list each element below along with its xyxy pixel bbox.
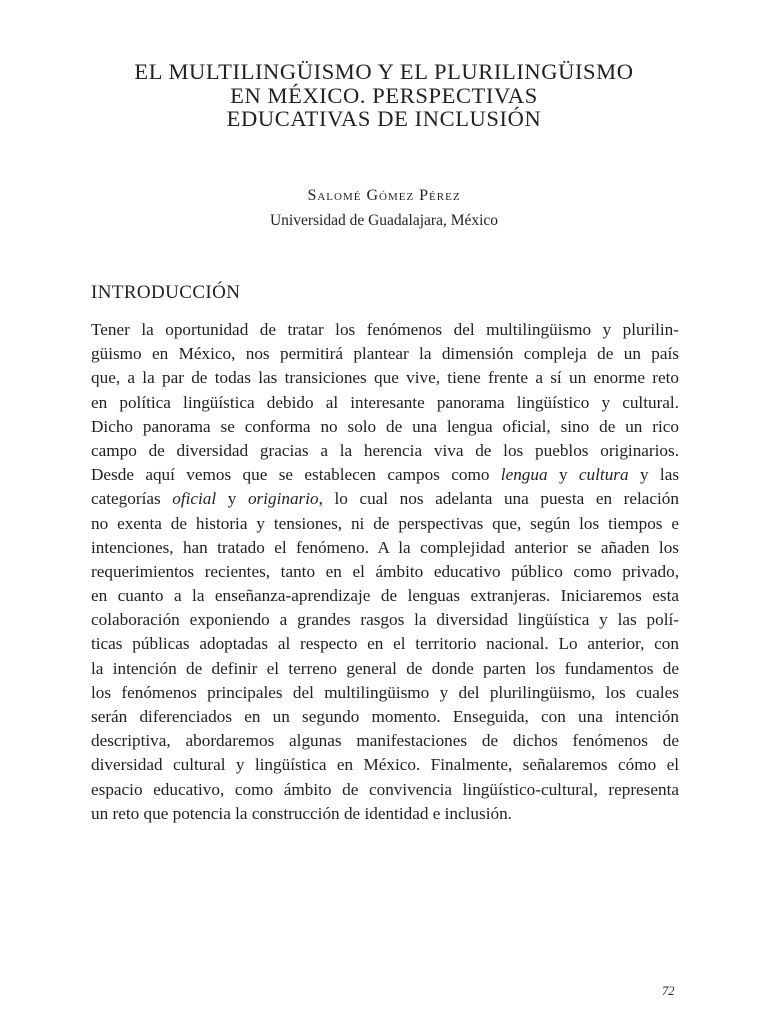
text-segment: y las	[628, 465, 680, 485]
text-segment: y	[216, 489, 248, 509]
text-line	[91, 802, 679, 826]
text-line	[91, 560, 679, 584]
italic-term: cultura	[578, 465, 629, 485]
section-heading: INTRODUCCIÓN	[91, 282, 241, 303]
text-segment: diversidad cultural y lingüística en México. Finalmente, señalaremos cómo el	[91, 755, 679, 775]
text-line	[91, 512, 679, 536]
text-segment: un reto que potencia la construcción de identidad e inclusión.	[91, 803, 512, 823]
text-segment: la intención de definir el terreno general de donde parten los fundamentos de	[91, 658, 679, 678]
text-line	[91, 318, 679, 342]
author-name: Salomé Gómez Pérez	[307, 187, 461, 204]
author-affiliation: Universidad de Guadalajara, México	[269, 212, 499, 229]
text-segment: intenciones, han tratado el fenómeno. A la complejidad anterior se añaden los	[91, 537, 679, 557]
article-title	[0, 60, 768, 131]
text-segment: espacio educativo, como ámbito de convivencia lingüístico-cultural, representa	[91, 779, 679, 799]
text-line	[91, 753, 679, 777]
text-line	[91, 729, 679, 753]
text-segment: no exenta de historia y tensiones, ni de perspectivas que, según los tiempos e	[91, 513, 679, 533]
text-line	[91, 366, 679, 390]
text-segment: ticas públicas adoptadas al respecto en el territorio nacional. Lo anterior, con	[91, 634, 679, 654]
text-segment: que, a la par de todas las transiciones que vive, tiene frente a sí un enorme reto	[91, 368, 679, 388]
text-line	[91, 342, 679, 366]
text-line	[91, 584, 679, 608]
text-segment: requerimientos recientes, tanto en el ámbito educativo público como privado,	[91, 561, 679, 581]
title-line: EDUCATIVAS DE INCLUSIÓN	[226, 106, 542, 131]
title-line: EL MULTILINGÜISMO Y EL PLURILINGÜISMO	[134, 59, 634, 84]
text-segment: y	[547, 465, 579, 485]
text-segment: campo de diversidad gracias a la herencia viva de los pueblos originarios.	[91, 440, 679, 460]
italic-term: lengua	[500, 465, 548, 485]
body-paragraph	[91, 318, 679, 826]
text-segment: colaboración exponiendo a grandes rasgos la diversidad lingüística y las polí-	[91, 610, 679, 630]
text-segment: en cuanto a la enseñanza-aprendizaje de lenguas extranjeras. Iniciaremos esta	[91, 586, 679, 606]
text-line	[91, 778, 679, 802]
text-segment: serán diferenciados en un segundo momento. Enseguida, con una intención	[91, 707, 679, 726]
text-segment: los fenómenos principales del multilingüismo y del plurilingüismo, los cuales	[91, 682, 679, 702]
text-line	[91, 415, 679, 439]
text-line	[91, 439, 679, 463]
page-number: 72	[662, 984, 675, 998]
text-segment: Desde aquí vemos que se establecen campos como	[91, 465, 501, 485]
text-line	[91, 705, 679, 729]
text-line	[91, 632, 679, 656]
text-line	[91, 536, 679, 560]
text-segment: descriptiva, abordaremos algunas manifestaciones de dichos fenómenos de	[91, 731, 679, 751]
text-line	[91, 487, 679, 511]
text-segment: Tener la oportunidad de tratar los fenómenos del multilingüismo y plurilin-	[91, 320, 679, 339]
text-line	[91, 608, 679, 632]
text-line	[91, 657, 679, 681]
text-segment: güismo en México, nos permitirá plantear la dimensión compleja de un país	[91, 344, 679, 364]
text-line	[91, 391, 679, 415]
title-line: EN MÉXICO. PERSPECTIVAS	[230, 82, 538, 108]
text-segment: Dicho panorama se conforma no solo de una lengua oficial, sino de un rico	[91, 416, 679, 436]
text-segment: categorías	[91, 489, 173, 509]
text-line	[91, 681, 679, 705]
italic-term: oficial	[172, 489, 217, 509]
text-line	[91, 463, 679, 487]
text-segment: en política lingüística debido al interesante panorama lingüístico y cultural.	[91, 392, 679, 412]
text-segment: , lo cual nos adelanta una puesta en relación	[318, 489, 679, 509]
italic-term: originario	[247, 489, 319, 509]
